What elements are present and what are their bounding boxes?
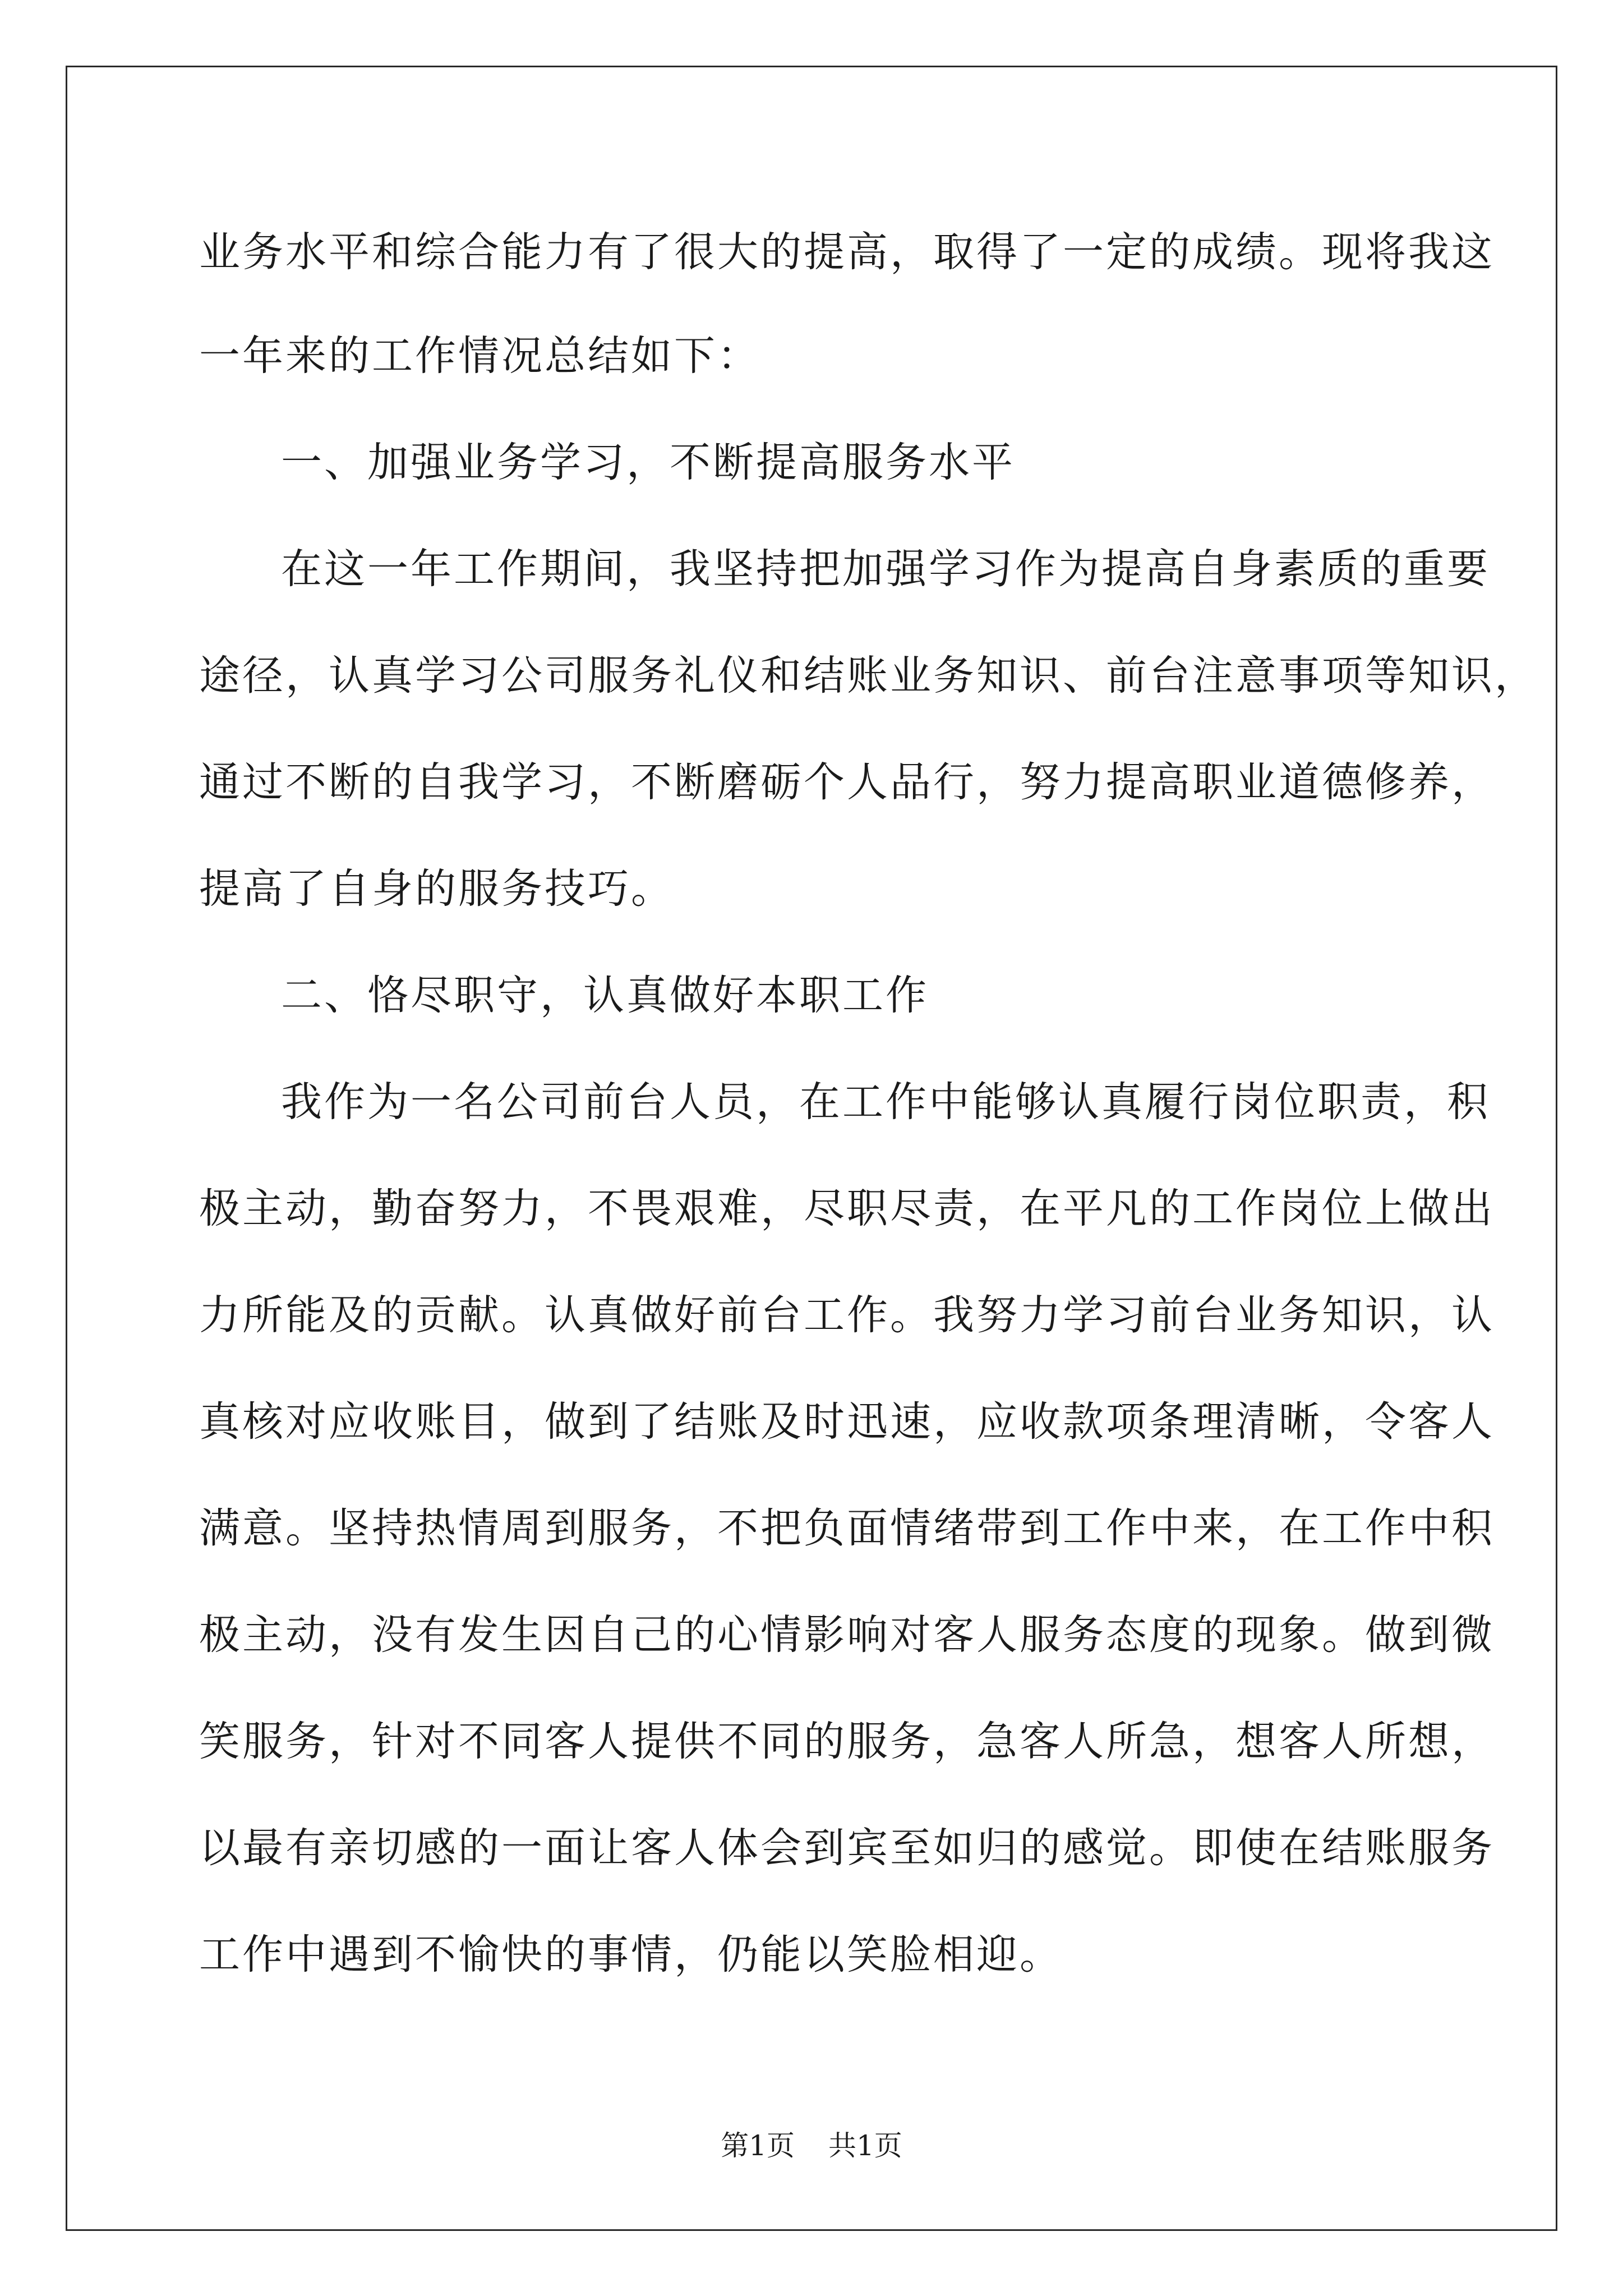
paragraph-line: 途径，认真学习公司服务礼仪和结账业务知识、前台注意事项等知识， xyxy=(199,652,1538,700)
paragraph-line: 我作为一名公司前台人员，在工作中能够认真履行岗位职责，积 xyxy=(281,1078,1490,1126)
paragraph-line: 满意。坚持热情周到服务，不把负面情绪带到工作中来，在工作中积 xyxy=(199,1504,1495,1552)
paragraph-line: 在这一年工作期间，我坚持把加强学习作为提高自身素质的重要 xyxy=(281,545,1490,593)
paragraph-line: 以最有亲切感的一面让客人体会到宾至如归的感觉。即使在结账服务 xyxy=(199,1824,1495,1872)
paragraph-line: 提高了自身的服务技巧。 xyxy=(199,865,674,913)
paragraph-line: 一年来的工作情况总结如下： xyxy=(199,332,760,380)
paragraph-line: 极主动，没有发生因自己的心情影响对客人服务态度的现象。做到微 xyxy=(199,1611,1495,1659)
paragraph-line: 真核对应收账目，做到了结账及时迅速，应收款项条理清晰，令客人 xyxy=(199,1398,1495,1446)
page-footer xyxy=(0,2129,1623,2162)
paragraph-line: 业务水平和综合能力有了很大的提高，取得了一定的成绩。现将我这 xyxy=(199,228,1495,276)
section-heading: 一、加强业务学习，不断提高服务水平 xyxy=(281,439,1015,486)
page-total: 共1页 xyxy=(828,2129,902,2162)
paragraph-line: 工作中遇到不愉快的事情，仍能以笑脸相迎。 xyxy=(199,1931,1063,1978)
paragraph-line: 力所能及的贡献。认真做好前台工作。我努力学习前台业务知识，认 xyxy=(199,1291,1495,1339)
paragraph-line: 通过不断的自我学习，不断磨砺个人品行，努力提高职业道德修养， xyxy=(199,758,1495,806)
page-number: 第1页 xyxy=(721,2129,795,2162)
paragraph-line: 极主动，勤奋努力，不畏艰难，尽职尽责，在平凡的工作岗位上做出 xyxy=(199,1185,1495,1232)
section-heading: 二、恪尽职守，认真做好本职工作 xyxy=(281,972,929,1019)
page-border xyxy=(66,66,1557,2231)
paragraph-line: 笑服务，针对不同客人提供不同的服务，急客人所急，想客人所想， xyxy=(199,1718,1495,1765)
